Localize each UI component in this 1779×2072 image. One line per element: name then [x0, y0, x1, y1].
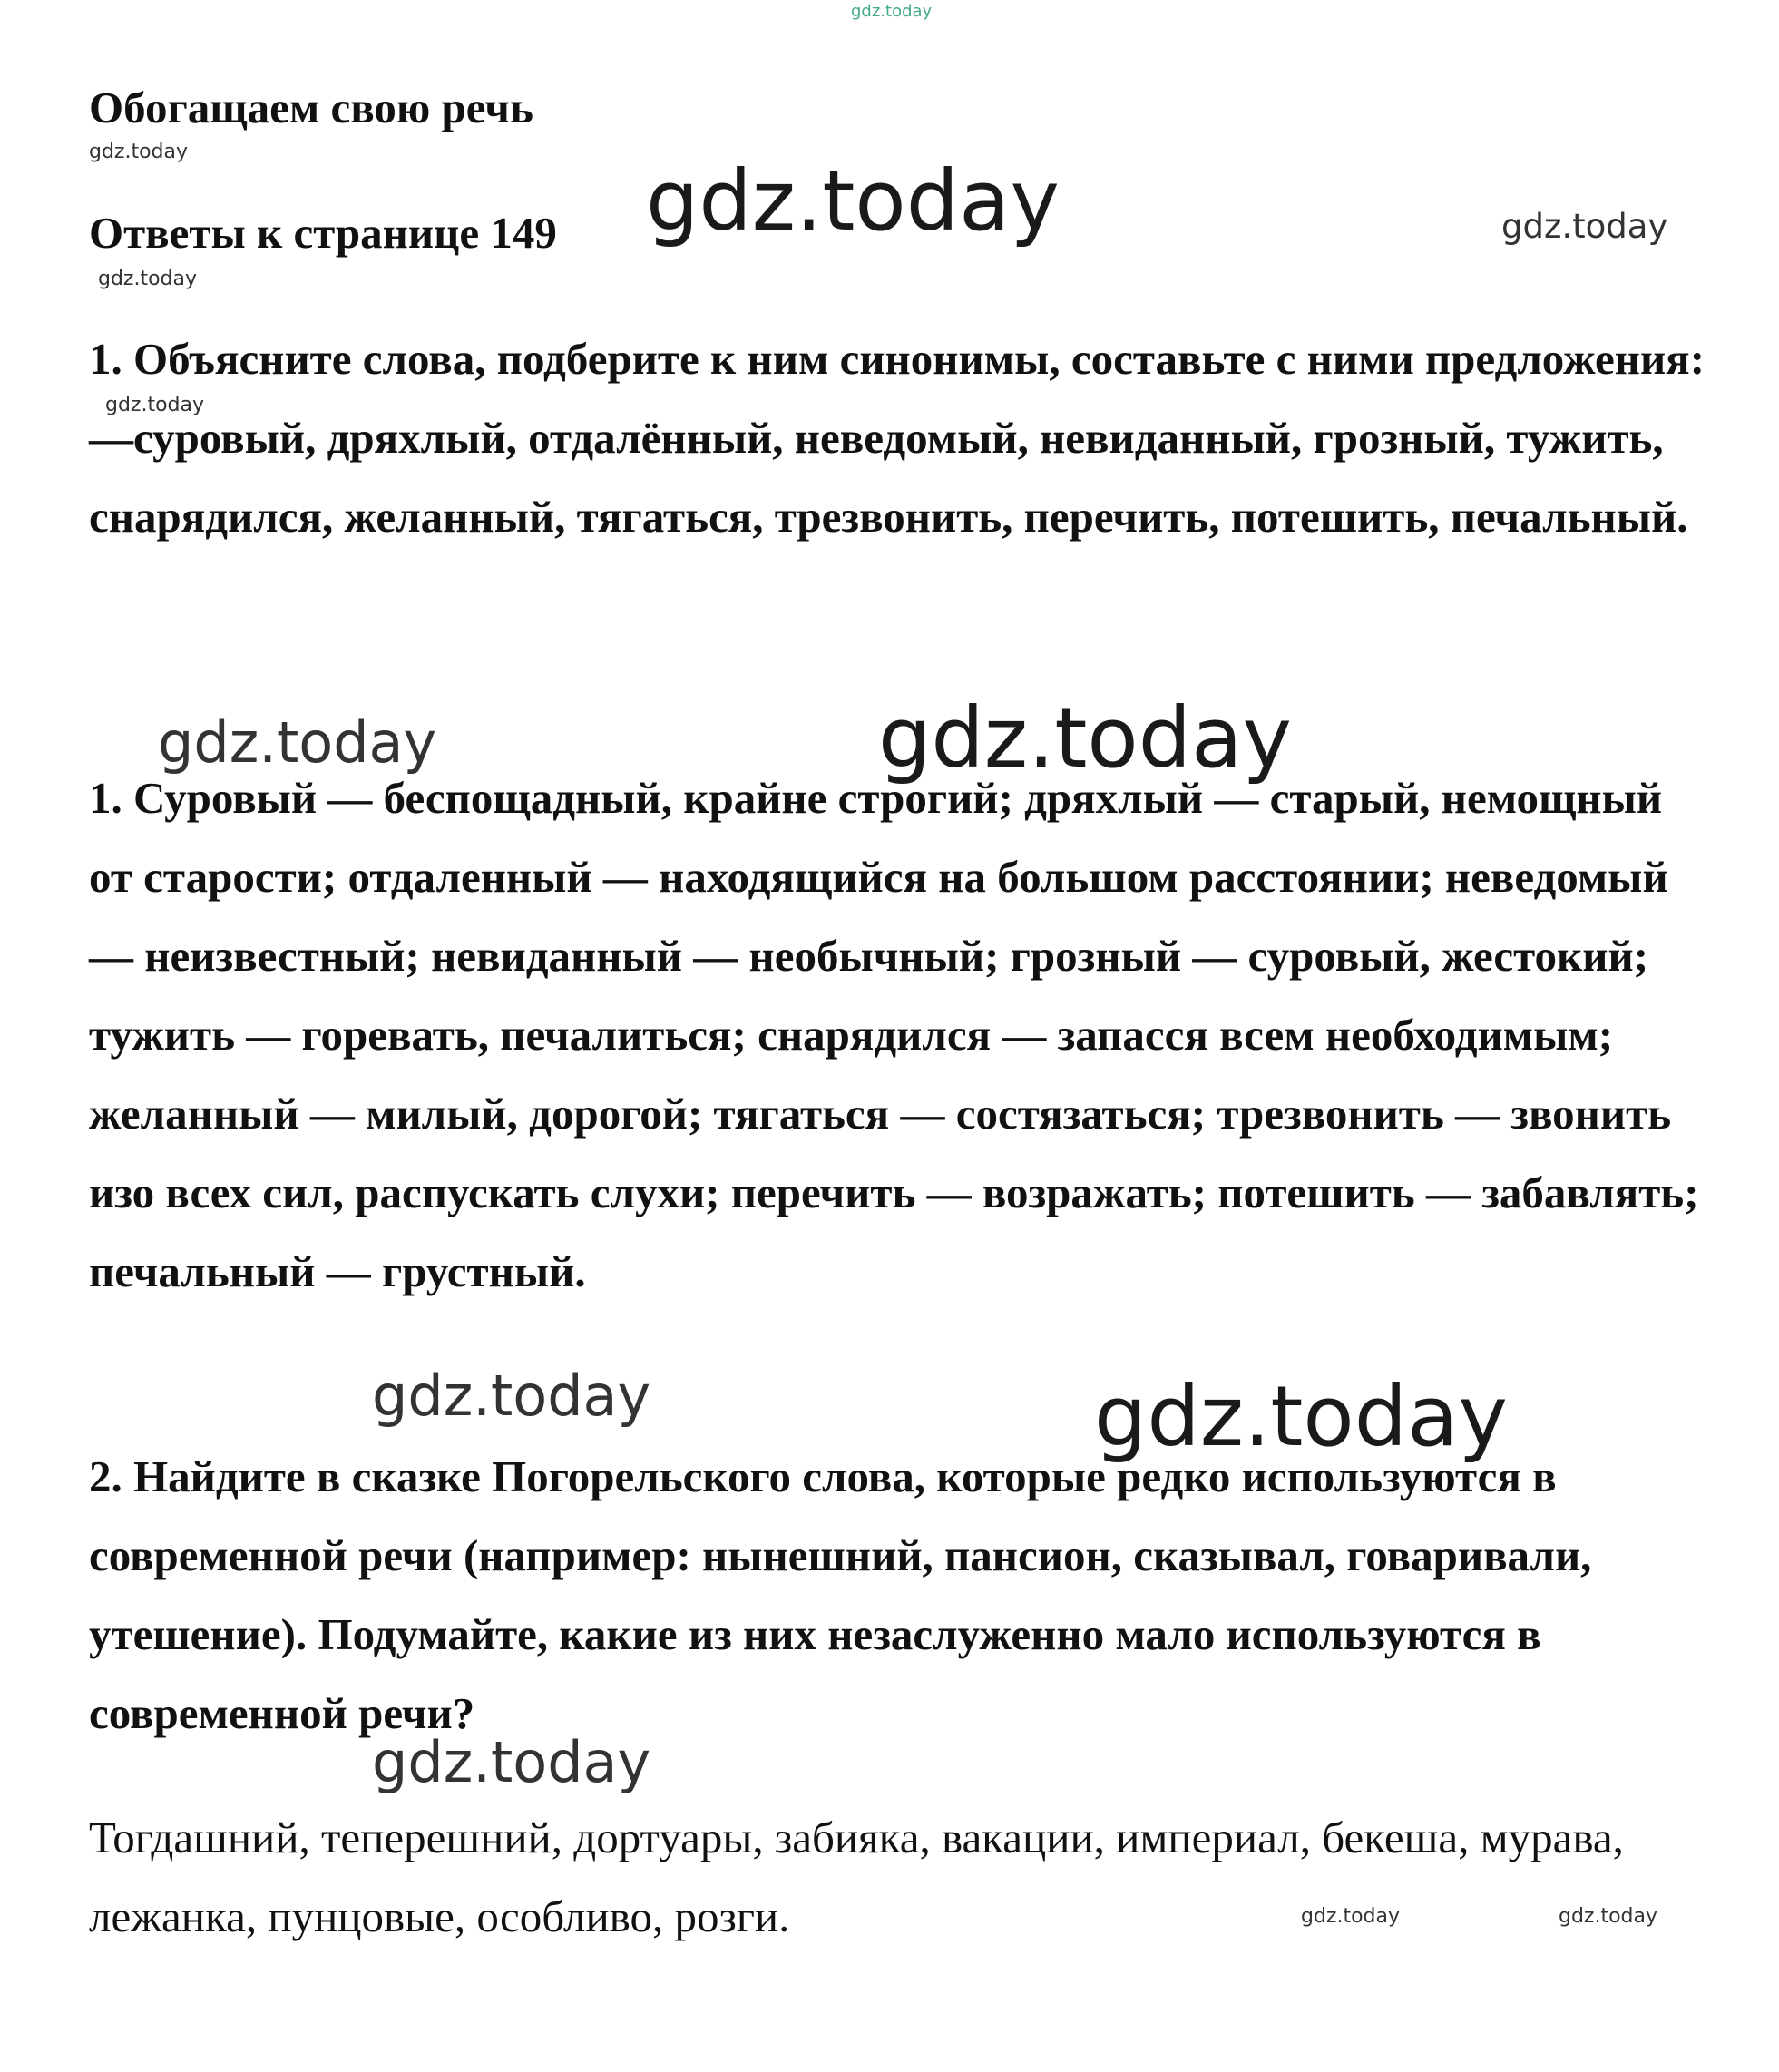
watermark: gdz.today — [105, 394, 205, 416]
watermark: gdz.today — [1301, 1905, 1401, 1928]
watermark: gdz.today — [1094, 1368, 1508, 1465]
question-1: 1. Объясните слова, подберите к ним синонимы, составьте с ними предложения: —суровый, дряхлый, отдалённый, неведомый, невиданный, грозный, тужить, снарядился, желанный, тягаться, трезвонить, перечить, потешить, печальный. — [89, 334, 1706, 542]
page-subtitle: Ответы к странице 149 — [89, 208, 557, 258]
answer-1: 1. Суровый — беспощадный, крайне строгий; дряхлый — старый, немощный от старости; отдаленный — находящийся на большом расстоянии; неведомый — неизвестный; невиданный — необычный; грозный — суровый, жестокий; тужить — горевать, печалиться; снарядился — запасся всем необходимым; желанный — милый, дорогой; тягаться — состязаться; трезвонить — звонить изо всех сил, распускать слухи; перечить — возражать; потешить — забавлять; печальный — грустный. — [89, 773, 1699, 1296]
answer-2: Тогдашний, теперешний, дортуары, забияка, вакации, империал, бекеша, мурава, лежанка, пунцовые, особливо, розги. — [89, 1813, 1624, 1941]
question-2: 2. Найдите в сказке Погорельского слова, которые редко используются в современной речи (например: нынешний, пансион, сказывал, говаривали, утешение). Подумайте, какие из них незаслуженно мало используются в современной речи? — [89, 1451, 1592, 1738]
watermark: gdz.today — [98, 268, 198, 290]
watermark: gdz.today — [372, 1729, 651, 1795]
watermark: gdz.today — [1559, 1905, 1658, 1928]
watermark: gdz.today — [89, 141, 189, 163]
watermark: gdz.today — [878, 689, 1292, 787]
watermark: gdz.today — [1501, 207, 1668, 246]
page-title: Обогащаем свою речь — [89, 83, 533, 132]
watermark: gdz.today — [851, 2, 933, 21]
watermark: gdz.today — [372, 1363, 651, 1429]
watermark: gdz.today — [158, 709, 437, 776]
watermark: gdz.today — [646, 152, 1060, 249]
